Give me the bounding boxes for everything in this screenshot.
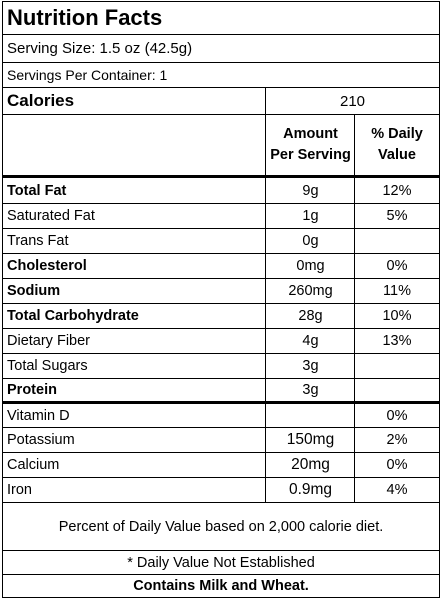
not-established-row (3, 551, 439, 574)
nutrient-dv: 13% (382, 333, 412, 349)
mineral-row (3, 453, 439, 477)
nutrient-name: Dietary Fiber (7, 333, 90, 349)
nutrient-name: Sodium (7, 283, 61, 299)
amount-header-line1: Amount (283, 126, 338, 142)
nutrient-row (3, 229, 439, 253)
serving-size-row (3, 35, 439, 62)
nutrient-name: Total Carbohydrate (7, 308, 139, 324)
mineral-amount (266, 404, 355, 427)
amount-header-line2: Per Serving (270, 147, 351, 163)
mineral-amount: 20mg (291, 456, 330, 473)
nutrient-row (3, 304, 439, 328)
nutrient-amount: 260mg (288, 283, 333, 299)
mineral-name: Iron (7, 482, 32, 498)
servings-per-container-row (3, 63, 439, 87)
nutrient-row (3, 204, 439, 228)
daily-value-footnote: Percent of Daily Value based on 2,000 calorie diet. (58, 518, 384, 535)
daily-value-footnote-row (3, 503, 439, 550)
nutrient-dv: 10% (382, 308, 412, 324)
allergen-statement: Contains Milk and Wheat. (133, 578, 309, 594)
nutrient-row (3, 329, 439, 353)
nutrient-name: Trans Fat (7, 233, 69, 249)
nutrient-dv: 5% (386, 208, 408, 224)
nutrient-name: Total Sugars (7, 358, 88, 374)
mineral-dv: 4% (386, 482, 408, 498)
nutrient-row (3, 279, 439, 303)
mineral-dv: 0% (386, 407, 408, 424)
calories-value: 210 (339, 92, 366, 110)
allergen-row (3, 575, 439, 597)
nutrient-amount: 28g (298, 308, 323, 324)
nutrient-name: Saturated Fat (7, 208, 95, 224)
nutrient-name: Protein (7, 382, 57, 398)
mineral-amount: 0.9mg (288, 481, 333, 498)
nutrient-amount: 3g (302, 382, 319, 398)
nutrient-name: Total Fat (7, 182, 67, 199)
servings-per-container: Servings Per Container: 1 (7, 67, 168, 83)
not-established-footnote: * Daily Value Not Established (127, 554, 315, 571)
calories-row (3, 88, 439, 114)
mineral-amount: 150mg (286, 431, 335, 448)
nutrient-row (3, 379, 439, 401)
nutrient-amount: 4g (302, 333, 319, 349)
serving-size: Serving Size: 1.5 oz (42.5g) (7, 40, 193, 57)
column-divider (265, 88, 266, 502)
nutrient-dv: 11% (383, 283, 411, 299)
calories-label: Calories (7, 91, 75, 110)
column-divider (354, 115, 355, 502)
mineral-row (3, 478, 439, 502)
mineral-row (3, 428, 439, 452)
mineral-dv: 2% (386, 432, 408, 448)
amount-per-serving-header (266, 115, 355, 175)
nutrient-row (3, 178, 439, 203)
nutrient-dv: 12% (382, 182, 412, 199)
daily-value-header (355, 115, 439, 175)
mineral-row (3, 404, 439, 427)
mineral-name: Vitamin D (7, 407, 70, 424)
nutrient-amount: 1g (302, 208, 319, 224)
mineral-dv: 0% (386, 457, 408, 473)
nutrient-row (3, 254, 439, 278)
nutrient-amount: 0g (302, 233, 319, 249)
nutrient-amount: 3g (302, 358, 319, 374)
nutrient-dv (355, 229, 439, 253)
nutrient-dv (355, 354, 439, 378)
dv-header-line2: Value (378, 147, 416, 163)
mineral-name: Calcium (7, 457, 60, 473)
nutrient-amount: 9g (302, 182, 319, 199)
nutrient-dv: 0% (386, 258, 408, 274)
nutrient-dv (355, 379, 439, 401)
column-header-row (3, 115, 439, 175)
label-title: Nutrition Facts (7, 5, 163, 30)
nutrient-amount: 0mg (296, 258, 325, 274)
title-row (3, 2, 439, 34)
nutrient-row (3, 354, 439, 378)
mineral-name: Potassium (7, 432, 75, 448)
nutrient-name: Cholesterol (7, 258, 87, 274)
nutrition-facts-label (2, 1, 440, 598)
dv-header-line1: % Daily (371, 126, 423, 142)
